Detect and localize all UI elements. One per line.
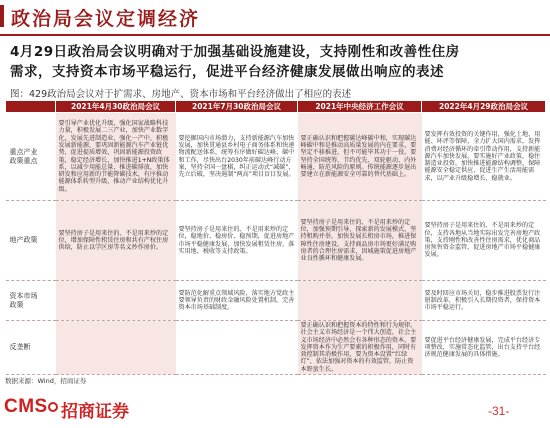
table-row-industry xyxy=(6,113,546,201)
table-row-property xyxy=(6,201,546,281)
table-cell: 要发挥有效投资的关键作用，强化土地、用能、环评等保障，全力扩大国内需求，发挥消费对经济循环的牵引带动作用，支持新能源汽车加快发展。要实施好产业政策，稳住制造业投资，加快推进能源结构调整，保障能源安全稳定供应，促进生产生活用能需求，以产业升级稳增长、稳就业。 xyxy=(422,113,546,201)
table-cell: 要坚持房子是用来住的、不是用来炒的定位，支持各地从当地实际出发完善房地产政策，支持刚性和改善性住房需求，优化商品房预售资金监管，促进房地产市场平稳健康发展。 xyxy=(422,201,546,281)
row-label-property: 地产政策 xyxy=(6,201,56,281)
page-title: 政治局会议定调经济 xyxy=(11,8,201,30)
row-label-capital-market: 资本市场 政策 xyxy=(6,281,56,321)
table-cell: 要坚持房子是用来住的、不是用来炒的定位，增加保障性租赁住房和共有产权住房供给，防止以学区房等名义炒作房价。 xyxy=(56,201,176,281)
header-2022-04-29: 2022年4月29政治局会议 xyxy=(422,101,546,113)
data-source: 数据来源：Wind，招商证券 xyxy=(5,377,87,385)
table-cell: 要引导产业优化升级，强化国家战略科技力量，积极发展二三产业，加快产业数字化，发展先进制造业，强化一产中，积极发展新能源，要巩固新能源汽车产业链优势，促进提质增效，巩固新能源投资政策，稳定经济增长，加快推进1+N政策体系，以减少用能总量，推进碳排放，加快研发和应用新的节能降碳技术，有序推动能源体系转型升级，推动产业结构优化升级。 xyxy=(56,113,176,201)
company-logo xyxy=(4,388,129,424)
table-cell xyxy=(56,321,176,375)
header-blank xyxy=(6,101,56,113)
policy-table xyxy=(5,100,546,375)
header-2021-04-30: 2021年4月30政治局会议 xyxy=(56,101,176,113)
table-header-row xyxy=(6,101,546,113)
table-cell: 要防范化解重点领域风险，落实地方党政主要领导负责的财政金融风险处置机制，完善资本市场基础制度。 xyxy=(176,281,298,321)
table-cell: 要坚持房子是用来住的、不是用来炒的定位，稳地价、稳房价、稳预期，促进房地产市场平稳健康发展，加快发展租赁住房，落实用地、税收等支持政策。 xyxy=(176,201,298,281)
header-2021-07-30: 2021年7月30政治局会议 xyxy=(176,101,298,113)
page-number: -31- xyxy=(488,404,510,418)
table-cell xyxy=(56,281,176,321)
table-cell xyxy=(298,281,422,321)
logo-chinese: 招商证券 xyxy=(61,402,129,422)
header-2021-ceec: 2021年中央经济工作会议 xyxy=(298,101,422,113)
table-cell xyxy=(176,321,298,375)
table-cell: 要促进平台经济健康发展，完成平台经济专项整改，实施常态化监管，出台支持平台经济规范健康发展的具体措施。 xyxy=(422,321,546,375)
table-cell: 要挖掘国内市场潜力，支持新能源汽车加快发展，加快贯通县乡村电子商务体系和快递物流配送体系，统筹有序做好碳达峰、碳中和工作，尽快出台2030年前碳达峰行动方案，坚持全国一盘棋，纠正运动式“减碳”，先立后破，坚决遏制“两高”项目盲目发展。 xyxy=(176,113,298,201)
row-label-antitrust: 反垄断 xyxy=(6,321,56,375)
logo-circle-icon xyxy=(48,402,58,412)
table-row-antitrust xyxy=(6,321,546,375)
title-accent-bar xyxy=(0,5,4,27)
table-cell: 要正确认识和把握碳达峰碳中和，实现碳达峰碳中和是推动高质量发展的内在要求，要坚定不移推进，但不可能毕其功于一役。要坚持全国统筹、节约优先、双轮驱动、内外畅通、防范风险的原则。传统能源逐步退出要建立在新能源安全可靠的替代基础上。 xyxy=(298,113,422,201)
table-cell: 要正确认识和把握资本的特性和行为规律。社会主义市场经济是一个伟大创造，社会主义市场经济中必然会有各种形态的资本，要发挥资本作为生产要素的积极作用，同时有效控制其消极作用，要为资本设置“红绿灯”，依法加强对资本的有效监管，防止资本野蛮生长。 xyxy=(298,321,422,375)
summary-text: 4月29日政治局会议明确对于加强基础设施建设，支持刚性和改善性住房 需求，支持资本市场平稳运行，促进平台经济健康发展做出响应的表述 xyxy=(10,44,460,80)
table-cell: 要坚持房子是用来住的、不是用来炒的定位，加强预期引导，探索新的发展模式，坚持租购并举，加快发展长租房市场，推进保障性住房建设，支持商品房市场更好满足购房者的合理住房需求，因城施策促进房地产业良性循环和健康发展。 xyxy=(298,201,422,281)
row-label-industry: 重点产业 政策重点 xyxy=(6,113,56,201)
title-bar xyxy=(0,0,550,36)
logo-latin: CMS xyxy=(4,396,48,417)
figure-caption: 图：429政治局会议对于扩需求、房地产、资本市场和平台经济做出了相应的表述 xyxy=(10,89,352,100)
table-row-capital-market xyxy=(6,281,546,321)
table-cell: 要及时回应市场关切，稳步推进股票发行注册制改革，积极引入长期投资者，保持资本市场平稳运行。 xyxy=(422,281,546,321)
